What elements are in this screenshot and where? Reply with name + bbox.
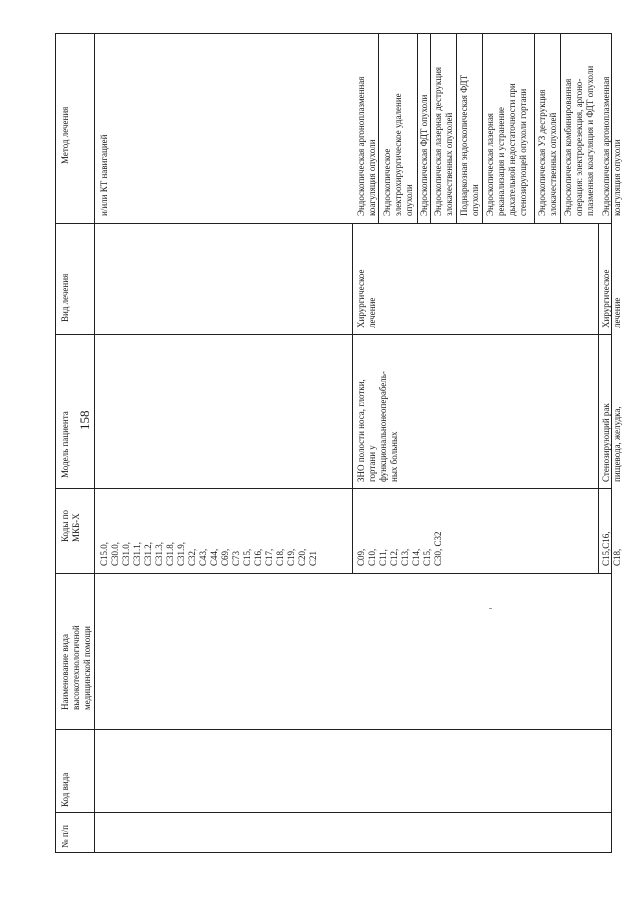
header-method: Метод лечения: [60, 106, 70, 164]
header-num: № п/п: [60, 825, 70, 848]
header-vid: Вид лечения: [60, 273, 70, 322]
page-number: 158: [77, 410, 92, 430]
header-kod-vida: Код вида: [60, 772, 70, 807]
block1-method: и/или КТ навигацией: [99, 134, 109, 216]
header-model: Модель пациента: [60, 411, 70, 478]
